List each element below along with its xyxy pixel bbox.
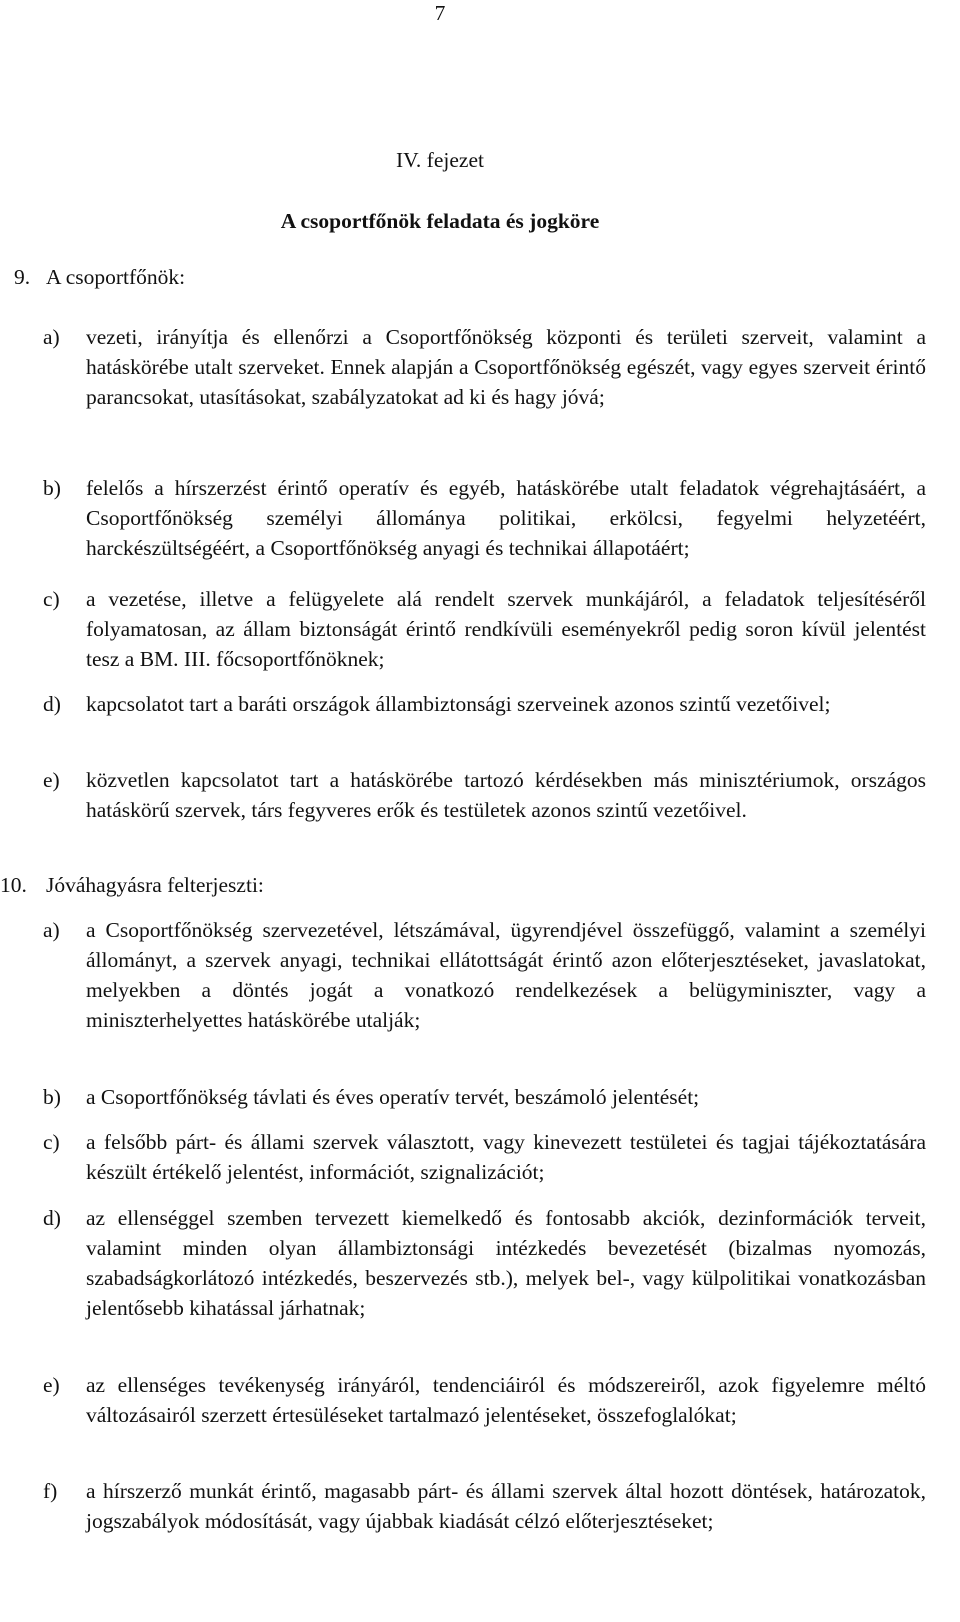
section-9 [0,262,960,292]
page-number: 7 [434,1,446,25]
item-letter: c) [43,587,60,611]
item-text: az ellenséges tevékenység irányáról, tendenciáiról és módszereiről, azok figyelemre méltó változásairól szerzett értesüléseket tartalmazó jelentéseket, összefoglalókat; [86,1373,926,1427]
item-text: az ellenséggel szemben tervezett kiemelkedő és fontosabb akciók, dezinformációk terveit, valamint minden olyan állambiztonsági intézkedés bevezetését (bizalmas nyomozás, szabadságkorlátozó intézkedés, beszervezés stb.), melyek bel-, vagy külpolitikai vonatkozásban jelentősebb kihatással járhatnak; [86,1206,926,1320]
section-10 [0,870,960,900]
section-label: A csoportfőnök: [46,265,186,289]
section-number: 9. [14,265,31,289]
item-letter: d) [43,692,61,716]
item-letter: e) [43,768,60,792]
item-letter: c) [43,1130,60,1154]
item-letter: a) [43,918,60,942]
item-text: közvetlen kapcsolatot tart a hatáskörébe tartozó kérdésekben más minisztériumok, országos hatáskörű szervek, társ fegyveres erők és testületek azonos szintű vezetőivel. [86,768,926,822]
item-letter: e) [43,1373,60,1397]
item-letter: f) [43,1479,58,1503]
item-text: a Csoportfőnökség távlati és éves operatív tervét, beszámoló jelentését; [86,1085,700,1109]
chapter-heading: IV. fejezet [396,148,484,172]
item-text: a vezetése, illetve a felügyelete alá rendelt szervek munkájáról, a feladatok teljesítéséről folyamatosan, az állam biztonságát érintő rendkívüli eseményekről pedig soron kívül jelentést tesz a BM. III. főcsoportfőnöknek; [86,587,926,671]
item-letter: d) [43,1206,61,1230]
item-text: a Csoportfőnökség szervezetével, létszámával, ügyrendjével összefüggő, valamint a személyi állományt, a szervek anyagi, technikai ellátottságát érintő azon előterjesztéseket, javaslatokat, melyekben a döntés jogát a vonatkozó rendelkezések a belügyminiszter, vagy a miniszterhelyettes hatáskörébe utalják; [86,918,926,1032]
item-text: vezeti, irányítja és ellenőrzi a Csoportfőnökség központi és területi szerveit, valamint a hatáskörébe utalt szerveket. Ennek alapján a Csoportfőnökség egészét, vagy egyes szerveit érintő parancsokat, utasításokat, szabályzatokat ad ki és hagy jóvá; [86,325,926,409]
item-text: a felsőbb párt- és állami szervek választott, vagy kinevezett testületei és tagjai tájékoztatására készült értékelő jelentést, információt, szignalizációt; [86,1130,926,1184]
item-text: kapcsolatot tart a baráti országok állambiztonsági szerveinek azonos szintű vezetőivel; [86,692,831,716]
item-text: felelős a hírszerzést érintő operatív és egyéb, hatáskörébe utalt feladatok végrehajtásáért, a Csoportfőnökség személyi állománya politikai, erkölcsi, fegyelmi helyzetéért, harckészültségéért, a Csoportfőnökség anyagi és technikai állapotáért; [86,476,926,560]
section-number: 10. [0,873,27,897]
section-title: A csoportfőnök feladata és jogköre [280,209,600,233]
item-letter: a) [43,325,60,349]
section-label: Jóváhagyásra felterjeszti: [46,873,264,897]
item-letter: b) [43,476,61,500]
item-letter: b) [43,1085,61,1109]
item-text: a hírszerző munkát érintő, magasabb párt- és állami szervek által hozott döntések, határozatok, jogszabályok módosítását, vagy újabbak kiadását célzó előterjesztéseket; [86,1479,926,1533]
